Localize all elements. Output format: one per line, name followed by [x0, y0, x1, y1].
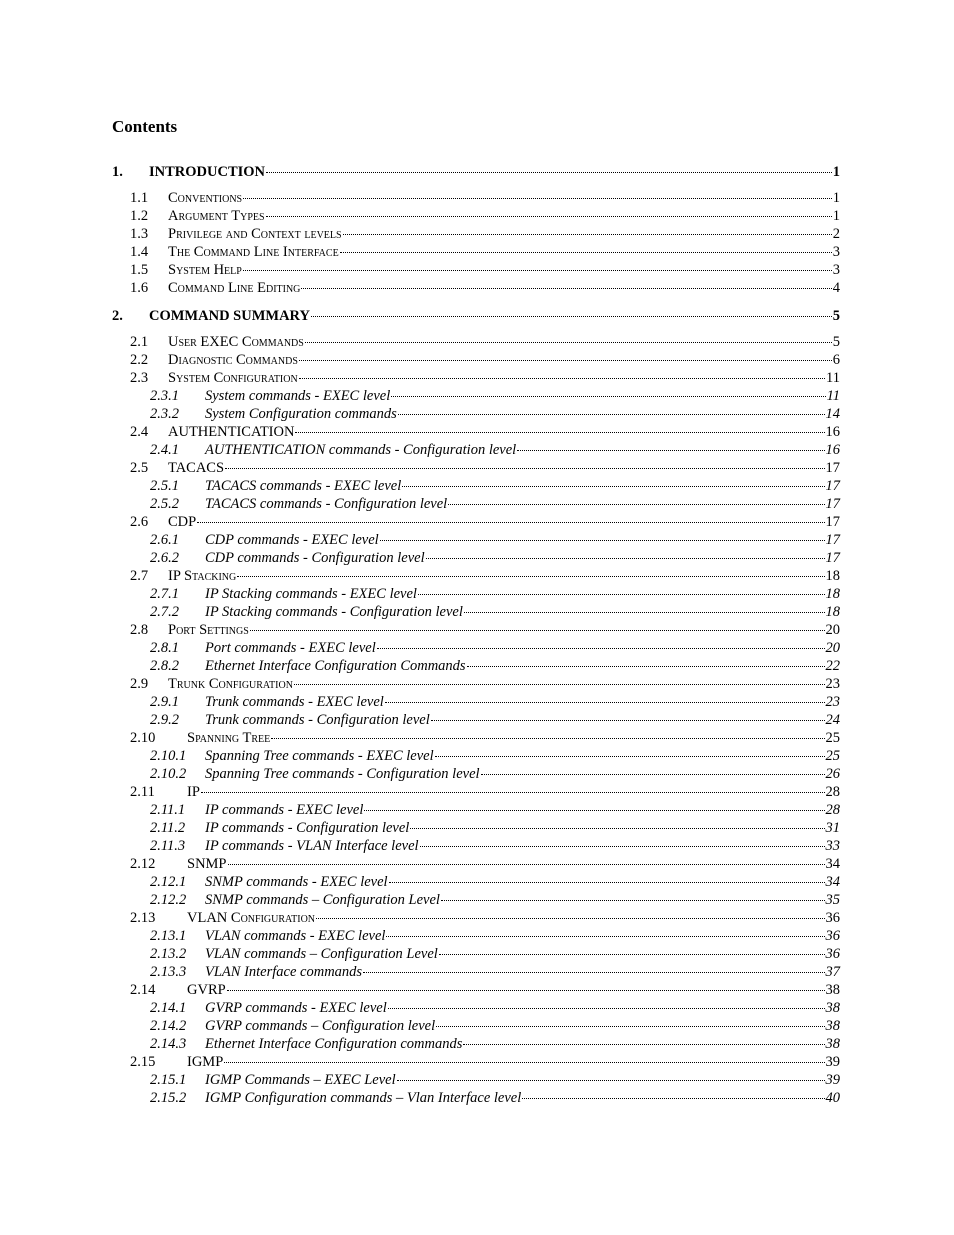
toc-entry-number: 2.11 — [130, 784, 155, 800]
dot-leader — [426, 557, 825, 559]
toc-entry-2-10[interactable] — [112, 729, 840, 747]
dot-leader — [517, 449, 824, 451]
toc-entry-title: AUTHENTICATION commands - Configuration level — [205, 442, 517, 458]
toc-entry-number: 2.7 — [130, 568, 149, 584]
toc-entry-2-6-2[interactable] — [112, 549, 840, 567]
dot-leader — [294, 683, 825, 685]
toc-entry-2-14-1[interactable] — [112, 999, 840, 1017]
dot-leader — [271, 737, 824, 739]
toc-entry-2-11[interactable] — [112, 783, 840, 801]
toc-entry-title: Spanning Tree commands - Configuration level — [205, 766, 480, 782]
toc-entry-page: 4 — [832, 280, 840, 296]
toc-entry-title: User EXEC Commands — [168, 334, 304, 350]
toc-entry-2-13-3[interactable] — [112, 963, 840, 981]
toc-entry-title: Command Line Editing — [168, 280, 301, 296]
dot-leader — [441, 899, 825, 901]
toc-entry-2-13[interactable] — [112, 909, 840, 927]
toc-entry-title: Diagnostic Commands — [168, 352, 298, 368]
toc-entry-2-4-1[interactable] — [112, 441, 840, 459]
toc-entry-page: 35 — [825, 892, 840, 908]
toc-entry-title: VLAN Configuration — [187, 910, 316, 926]
toc-entry-2-6-1[interactable] — [112, 531, 840, 549]
toc-entry-2-7-1[interactable] — [112, 585, 840, 603]
toc-entry-page: 34 — [825, 856, 840, 872]
toc-entry-page: 18 — [825, 586, 840, 602]
dot-leader — [266, 215, 832, 217]
toc-entry-title: IP commands - Configuration level — [205, 820, 410, 836]
toc-entry-title: COMMAND SUMMARY — [149, 308, 310, 324]
toc-entry-page: 20 — [825, 622, 840, 638]
toc-entry-1-1[interactable] — [112, 189, 840, 207]
toc-entry-title: IGMP — [187, 1054, 224, 1070]
toc-entry-number: 1.6 — [130, 280, 149, 296]
dot-leader — [398, 413, 825, 415]
toc-entry-number: 2. — [112, 308, 123, 324]
toc-entry-page: 5 — [832, 308, 840, 324]
dot-leader — [225, 467, 824, 469]
toc-entry-2-3-1[interactable] — [112, 387, 840, 405]
toc-entry-page: 36 — [825, 928, 840, 944]
toc-entry-page: 5 — [832, 334, 840, 350]
toc-entry-number: 2.10.1 — [150, 748, 187, 764]
toc-entry-page: 11 — [826, 388, 840, 404]
toc-entry-title: CDP — [168, 514, 197, 530]
toc-entry-2-10-2[interactable] — [112, 765, 840, 783]
toc-entry-2-15[interactable] — [112, 1053, 840, 1071]
dot-leader — [397, 1079, 825, 1081]
toc-entry-page: 36 — [825, 946, 840, 962]
toc-entry-number: 2.10 — [130, 730, 156, 746]
dot-leader — [311, 315, 832, 317]
toc-entry-number: 2.9.1 — [150, 694, 179, 710]
dot-leader — [435, 755, 825, 757]
toc-entry-page: 38 — [825, 1000, 840, 1016]
dot-leader — [431, 719, 825, 721]
toc-entry-2-12-1[interactable] — [112, 873, 840, 891]
dot-leader — [299, 377, 825, 379]
toc-entry-number: 2.6 — [130, 514, 149, 530]
dot-leader — [377, 647, 825, 649]
dot-leader — [402, 485, 824, 487]
toc-entry-2-5[interactable] — [112, 459, 840, 477]
toc-entry-2-5-1[interactable] — [112, 477, 840, 495]
toc-entry-title: Spanning Tree — [187, 730, 271, 746]
toc-entry-2-8-1[interactable] — [112, 639, 840, 657]
toc-entry-page: 25 — [825, 748, 840, 764]
toc-entry-page: 39 — [825, 1054, 840, 1070]
dot-leader — [481, 773, 825, 775]
toc-entry-title: IP Stacking commands - Configuration level — [205, 604, 463, 620]
toc-entry-number: 2.6.1 — [150, 532, 179, 548]
dot-leader — [364, 809, 824, 811]
toc-entry-number: 2.9.2 — [150, 712, 179, 728]
dot-leader — [243, 197, 832, 199]
toc-entry-number: 2.2 — [130, 352, 149, 368]
toc-entry-page: 3 — [832, 262, 840, 278]
toc-entry-title: Argument Types — [168, 208, 265, 224]
dot-leader — [380, 539, 825, 541]
toc-entry-2-12[interactable] — [112, 855, 840, 873]
toc-entry-page: 28 — [825, 784, 840, 800]
toc-entry-title: GVRP commands – Configuration level — [205, 1018, 436, 1034]
toc-entry-page: 38 — [825, 1018, 840, 1034]
toc-entry-title: Ethernet Interface Configuration commands — [205, 1036, 463, 1052]
toc-entry-page: 1 — [832, 164, 840, 180]
toc-entry-page: 16 — [825, 424, 840, 440]
toc-entry-2-7[interactable] — [112, 567, 840, 585]
toc-entry-title: IP commands - VLAN Interface level — [205, 838, 419, 854]
toc-entry-title: VLAN Interface commands — [205, 964, 363, 980]
toc-entry-title: SNMP commands - EXEC level — [205, 874, 388, 890]
toc-entry-number: 2.10.2 — [150, 766, 187, 782]
toc-entry-number: 2.11.3 — [150, 838, 186, 854]
toc-entry-page: 20 — [825, 640, 840, 656]
toc-entry-page: 17 — [825, 460, 840, 476]
toc-entry-page: 31 — [825, 820, 840, 836]
toc-entry-number: 1.4 — [130, 244, 149, 260]
toc-entry-2-7-2[interactable] — [112, 603, 840, 621]
toc-entry-2-15-1[interactable] — [112, 1071, 840, 1089]
toc-entry-2-15-2[interactable] — [112, 1089, 840, 1107]
toc-entry-number: 2.12.1 — [150, 874, 187, 890]
dot-leader — [197, 521, 824, 523]
toc-entry-title: Privilege and Context levels — [168, 226, 342, 242]
dot-leader — [464, 611, 825, 613]
toc-entry-title: CDP commands - EXEC level — [205, 532, 379, 548]
toc-entry-2-9-1[interactable] — [112, 693, 840, 711]
toc-entry-page: 26 — [825, 766, 840, 782]
dot-leader — [266, 171, 832, 173]
toc-entry-2-12-2[interactable] — [112, 891, 840, 909]
dot-leader — [340, 251, 832, 253]
toc-entry-number: 2.13.2 — [150, 946, 187, 962]
toc-entry-page: 17 — [825, 514, 840, 530]
toc-entry-title: Conventions — [168, 190, 243, 206]
toc-entry-2-8-2[interactable] — [112, 657, 840, 675]
toc-entry-number: 2.7.1 — [150, 586, 179, 602]
toc-entry-number: 2.12.2 — [150, 892, 187, 908]
toc-entry-page: 3 — [832, 244, 840, 260]
toc-entry-2-11-2[interactable] — [112, 819, 840, 837]
toc-entry-title: TACACS — [168, 460, 225, 476]
toc-entry-number: 2.14.2 — [150, 1018, 187, 1034]
dot-leader — [316, 917, 824, 919]
toc-entry-title: INTRODUCTION — [149, 164, 266, 180]
toc-entry-number: 2.11.2 — [150, 820, 186, 836]
toc-entry-2-13-1[interactable] — [112, 927, 840, 945]
toc-entry-page: 17 — [825, 478, 840, 494]
dot-leader — [439, 953, 825, 955]
dot-leader — [301, 287, 831, 289]
toc-entry-page: 6 — [832, 352, 840, 368]
toc-entry-title: System commands - EXEC level — [205, 388, 391, 404]
toc-entry-number: 2.11.1 — [150, 802, 186, 818]
toc-entry-page: 17 — [825, 550, 840, 566]
toc-entry-title: Trunk Configuration — [168, 676, 293, 692]
toc-entry-1-2[interactable] — [112, 207, 840, 225]
toc-entry-1-4[interactable] — [112, 243, 840, 261]
toc-entry-number: 2.4.1 — [150, 442, 179, 458]
toc-entry-page: 22 — [825, 658, 840, 674]
toc-entry-number: 2.14 — [130, 982, 156, 998]
toc-entry-title: IP — [187, 784, 200, 800]
toc-entry-number: 2.13 — [130, 910, 156, 926]
dot-leader — [228, 863, 825, 865]
toc-entry-page: 18 — [825, 568, 840, 584]
dot-leader — [463, 1043, 824, 1045]
dot-leader — [389, 881, 825, 883]
page-title: Contents — [112, 117, 178, 136]
dot-leader — [305, 341, 832, 343]
toc-entry-title: VLAN commands – Configuration Level — [205, 946, 438, 962]
dot-leader — [385, 701, 825, 703]
dot-leader — [343, 233, 832, 235]
toc-entry-page: 33 — [825, 838, 840, 854]
toc-entry-2-11-3[interactable] — [112, 837, 840, 855]
toc-entry-2-9[interactable] — [112, 675, 840, 693]
dot-leader — [237, 575, 824, 577]
toc-entry-title: GVRP — [187, 982, 226, 998]
toc-entry-title: The Command Line Interface — [168, 244, 339, 260]
toc-entry-title: SNMP — [187, 856, 227, 872]
toc-entry-page: 17 — [825, 496, 840, 512]
toc-entry-page: 23 — [825, 676, 840, 692]
toc-entry-1-3[interactable] — [112, 225, 840, 243]
toc-entry-title: Port commands - EXEC level — [205, 640, 376, 656]
dot-leader — [391, 395, 825, 397]
toc-entry-2-3-2[interactable] — [112, 405, 840, 423]
dot-leader — [418, 593, 825, 595]
toc-entry-page: 2 — [832, 226, 840, 242]
toc-entry-title: Port Settings — [168, 622, 249, 638]
dot-leader — [522, 1097, 824, 1099]
toc-entry-title: System Configuration commands — [205, 406, 397, 422]
toc-entry-title: System Help — [168, 262, 242, 278]
dot-leader — [467, 665, 825, 667]
toc-entry-2-11-1[interactable] — [112, 801, 840, 819]
toc-entry-2-10-1[interactable] — [112, 747, 840, 765]
toc-entry-number: 2.6.2 — [150, 550, 179, 566]
toc-entry-title: SNMP commands – Configuration Level — [205, 892, 440, 908]
toc-entry-number: 2.14.3 — [150, 1036, 187, 1052]
toc-entry-page: 18 — [825, 604, 840, 620]
toc-entry-page: 37 — [825, 964, 840, 980]
toc-entry-title: VLAN commands - EXEC level — [205, 928, 386, 944]
toc-entry-title: IP commands - EXEC level — [205, 802, 364, 818]
toc-entry-number: 2.15.2 — [150, 1090, 187, 1106]
toc-entry-number: 2.4 — [130, 424, 149, 440]
toc-entry-number: 1.5 — [130, 262, 149, 278]
toc-entry-page: 36 — [825, 910, 840, 926]
toc-entry-page: 40 — [825, 1090, 840, 1106]
toc-entry-title: System Configuration — [168, 370, 298, 386]
toc-entry-2-3[interactable] — [112, 369, 840, 387]
toc-entry-title: IP Stacking — [168, 568, 237, 584]
toc-entry-number: 2.5.2 — [150, 496, 179, 512]
dot-leader — [388, 1007, 825, 1009]
toc-entry-number: 2.5.1 — [150, 478, 179, 494]
toc-entry-number: 1. — [112, 164, 123, 180]
toc-entry-number: 2.13.1 — [150, 928, 187, 944]
toc-entry-title: IGMP Configuration commands – Vlan Interface level — [205, 1090, 522, 1106]
dot-leader — [227, 989, 825, 991]
toc-entry-number: 2.15.1 — [150, 1072, 187, 1088]
toc-entry-page: 23 — [825, 694, 840, 710]
dot-leader — [363, 971, 824, 973]
toc-entry-2-13-2[interactable] — [112, 945, 840, 963]
toc-entry-page: 1 — [832, 208, 840, 224]
dot-leader — [295, 431, 824, 433]
toc-entry-number: 2.8.2 — [150, 658, 179, 674]
toc-entry-2-2[interactable] — [112, 351, 840, 369]
toc-entry-2-4[interactable] — [112, 423, 840, 441]
toc-entry-page: 39 — [825, 1072, 840, 1088]
toc-entry-title: Trunk commands - Configuration level — [205, 712, 430, 728]
toc-entry-number: 2.8 — [130, 622, 149, 638]
toc-entry-number: 2.1 — [130, 334, 149, 350]
toc-entry-page: 38 — [825, 982, 840, 998]
toc-page — [112, 116, 840, 1107]
toc-entry-page: 25 — [825, 730, 840, 746]
toc-entry-number: 2.9 — [130, 676, 149, 692]
toc-entry-number: 1.3 — [130, 226, 149, 242]
toc-entry-number: 2.13.3 — [150, 964, 187, 980]
table-of-contents — [112, 162, 840, 1107]
dot-leader — [250, 629, 825, 631]
toc-entry-title: CDP commands - Configuration level — [205, 550, 425, 566]
toc-entry-number: 2.14.1 — [150, 1000, 187, 1016]
toc-entry-number: 2.3.1 — [150, 388, 179, 404]
toc-entry-page: 1 — [832, 190, 840, 206]
toc-entry-page: 38 — [825, 1036, 840, 1052]
toc-entry-1-6[interactable] — [112, 279, 840, 297]
toc-entry-number: 1.2 — [130, 208, 149, 224]
toc-entry-2-5-2[interactable] — [112, 495, 840, 513]
toc-entry-page: 24 — [825, 712, 840, 728]
toc-entry-page: 11 — [826, 370, 840, 386]
toc-entry-title: Spanning Tree commands - EXEC level — [205, 748, 434, 764]
toc-entry-number: 2.12 — [130, 856, 156, 872]
toc-entry-number: 2.7.2 — [150, 604, 179, 620]
toc-entry-title: IGMP Commands – EXEC Level — [205, 1072, 396, 1088]
toc-entry-title: GVRP commands - EXEC level — [205, 1000, 387, 1016]
toc-entry-page: 14 — [825, 406, 840, 422]
dot-leader — [224, 1061, 824, 1063]
dot-leader — [436, 1025, 824, 1027]
toc-entry-2-1[interactable] — [112, 333, 840, 351]
toc-entry-page: 34 — [825, 874, 840, 890]
toc-entry-number: 1.1 — [130, 190, 149, 206]
toc-entry-title: Ethernet Interface Configuration Commands — [205, 658, 466, 674]
dot-leader — [299, 359, 832, 361]
toc-entry-1[interactable] — [112, 162, 840, 182]
toc-entry-2-14-3[interactable] — [112, 1035, 840, 1053]
toc-entry-page: 17 — [825, 532, 840, 548]
toc-entry-2-14[interactable] — [112, 981, 840, 999]
toc-entry-number: 2.3.2 — [150, 406, 179, 422]
toc-entry-title: AUTHENTICATION — [168, 424, 295, 440]
toc-entry-title: Trunk commands - EXEC level — [205, 694, 384, 710]
dot-leader — [410, 827, 824, 829]
toc-entry-2-14-2[interactable] — [112, 1017, 840, 1035]
toc-entry-2-6[interactable] — [112, 513, 840, 531]
toc-entry-title: TACACS commands - Configuration level — [205, 496, 448, 512]
dot-leader — [201, 791, 825, 793]
dot-leader — [448, 503, 824, 505]
dot-leader — [420, 845, 825, 847]
toc-entry-number: 2.5 — [130, 460, 149, 476]
toc-entry-2[interactable] — [112, 306, 840, 326]
toc-entry-2-9-2[interactable] — [112, 711, 840, 729]
dot-leader — [243, 269, 832, 271]
dot-leader — [386, 935, 824, 937]
toc-entry-page: 28 — [825, 802, 840, 818]
toc-entry-page: 16 — [825, 442, 840, 458]
toc-entry-2-8[interactable] — [112, 621, 840, 639]
toc-entry-title: IP Stacking commands - EXEC level — [205, 586, 417, 602]
toc-entry-number: 2.3 — [130, 370, 149, 386]
toc-entry-number: 2.15 — [130, 1054, 156, 1070]
toc-entry-number: 2.8.1 — [150, 640, 179, 656]
toc-entry-title: TACACS commands - EXEC level — [205, 478, 402, 494]
toc-entry-1-5[interactable] — [112, 261, 840, 279]
